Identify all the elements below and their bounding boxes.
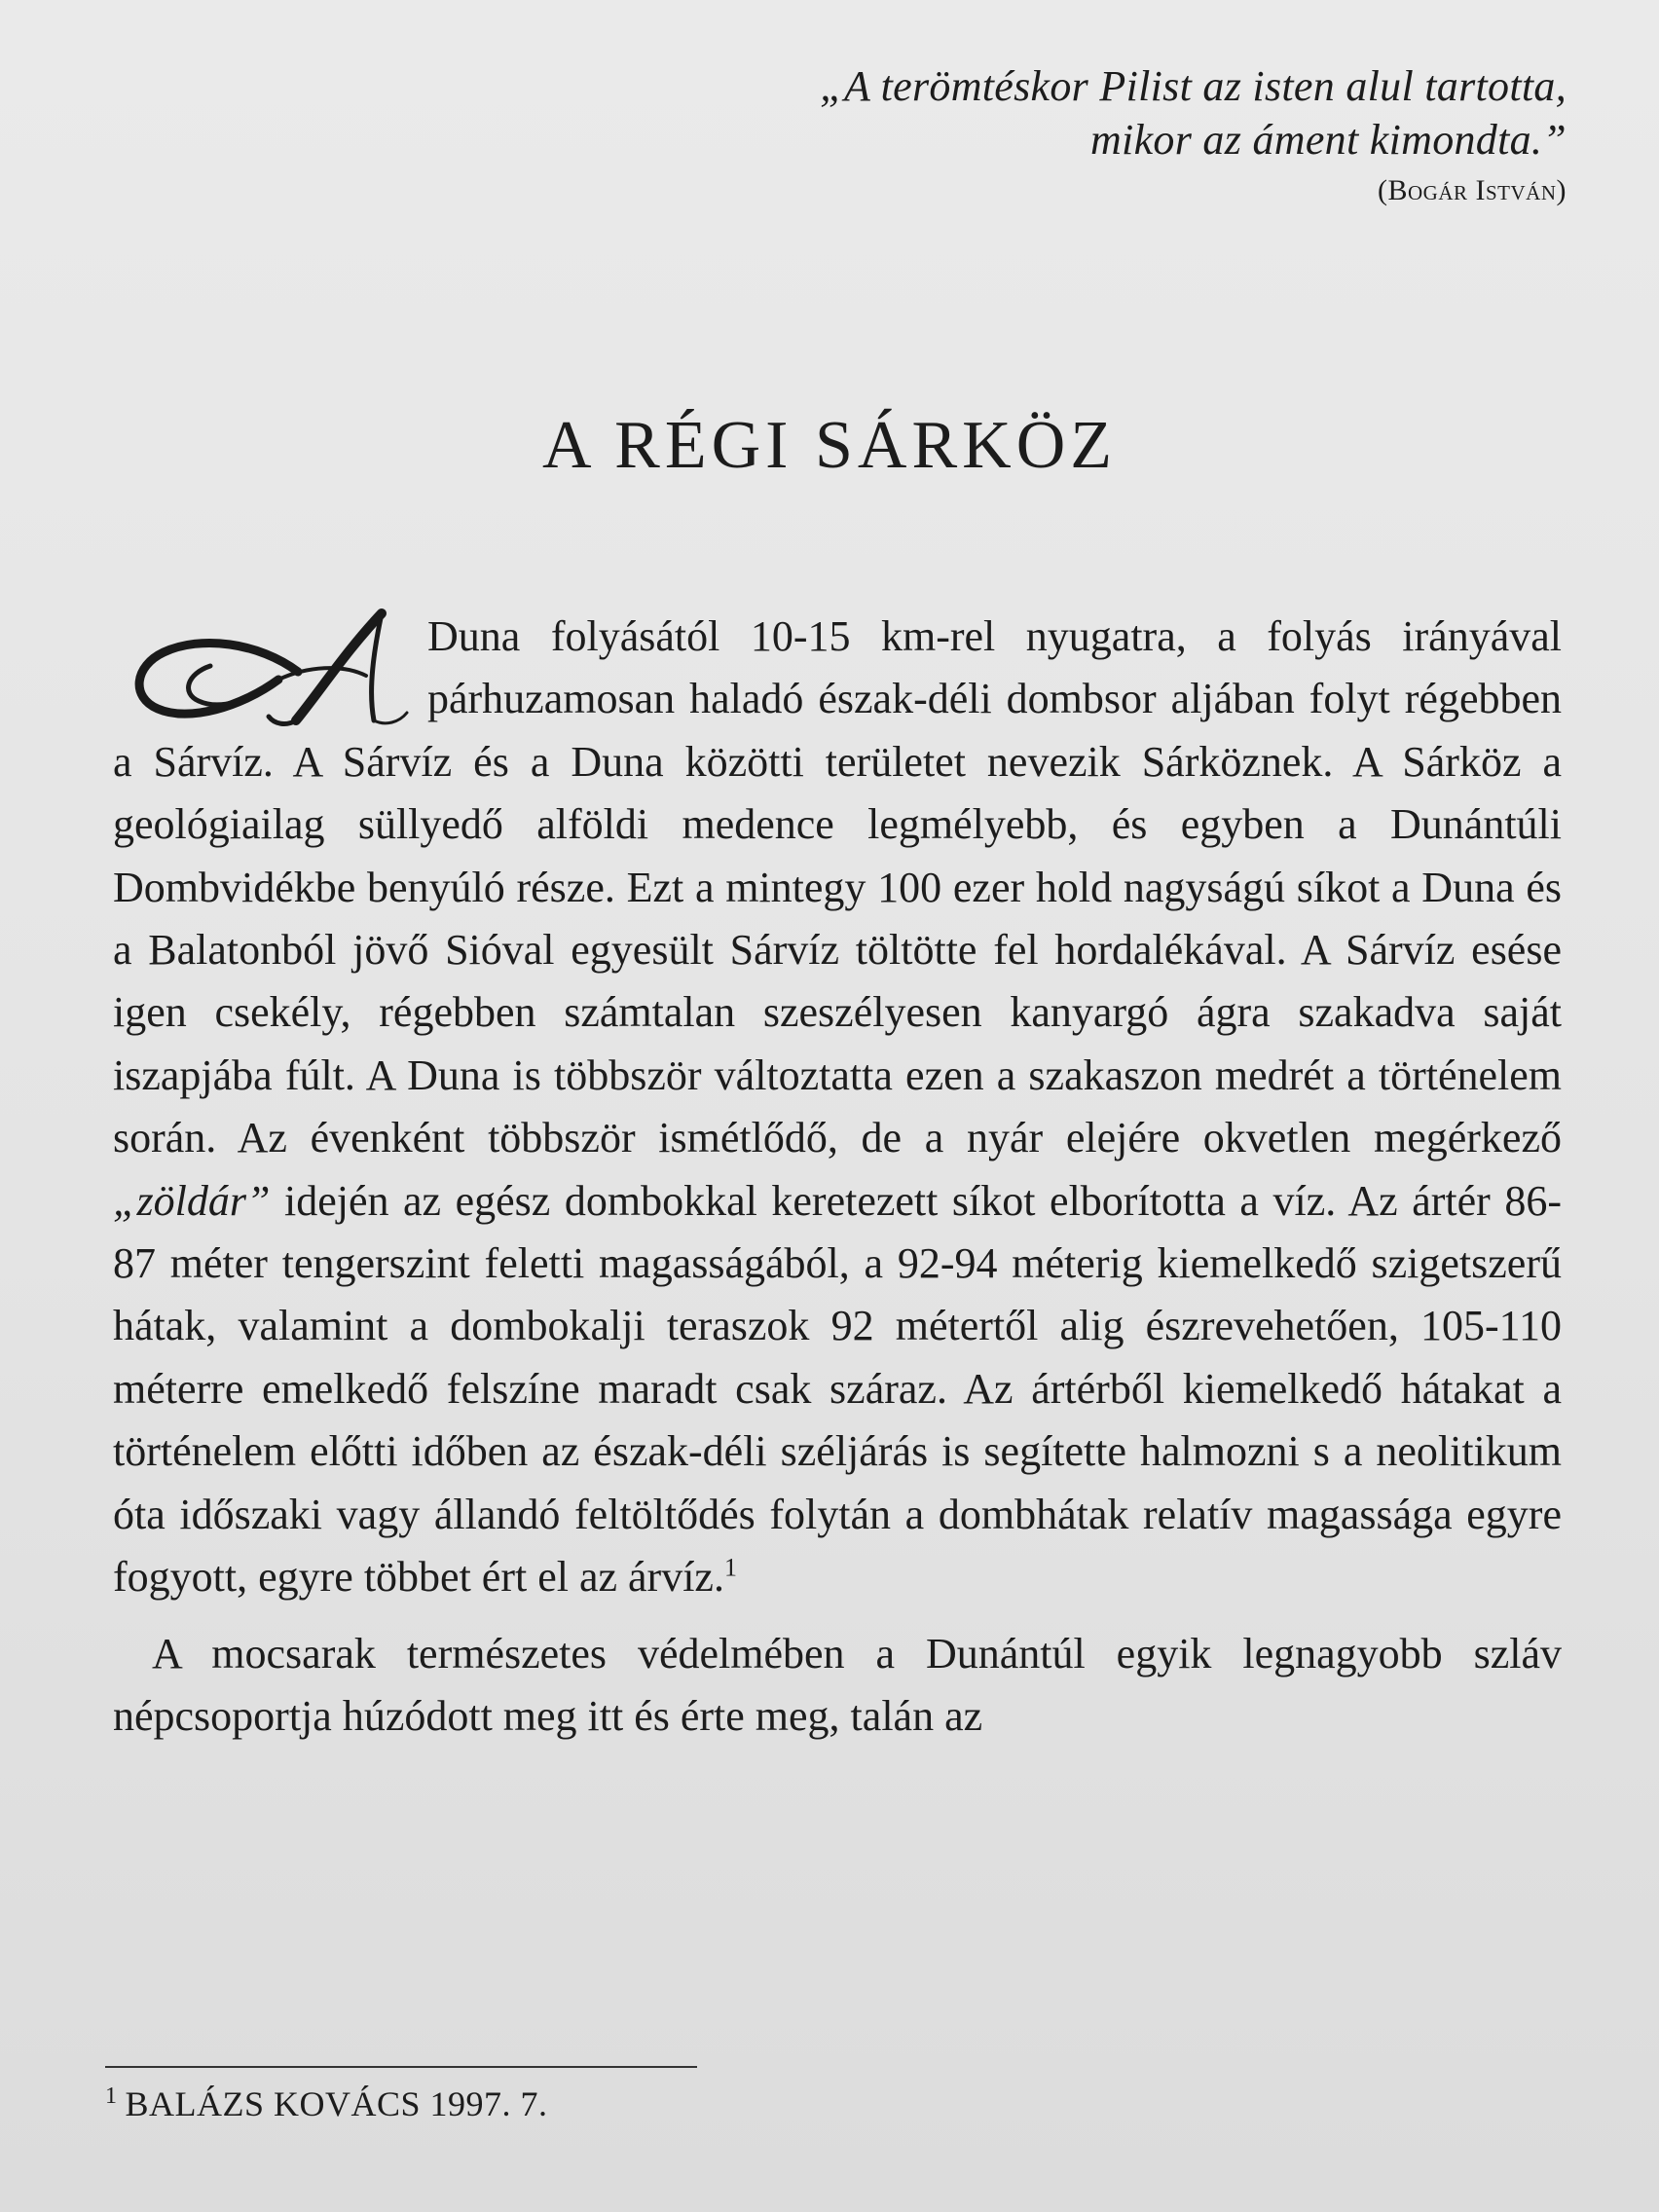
footnote-1-mark: 1 [105,2083,118,2109]
paragraph-1-italic-term: „zöldár” [113,1176,271,1225]
epigraph-line-1: „A terömtéskor Pilist az isten alul tartotta, [820,62,1567,110]
chapter-title: A RÉGI SÁRKÖZ [541,408,1118,483]
footnote-1-text: BALÁZS KOVÁCS 1997. 7. [125,2084,548,2123]
epigraph-author: (Bogár István) [1378,174,1567,207]
body-text [113,606,1562,1748]
epigraph [398,60,1567,207]
footnote-reference-1[interactable]: 1 [723,1553,737,1582]
ornamental-initial-a-icon [113,608,420,729]
drop-cap-ornament [113,608,420,729]
paragraph-2: A mocsarak természetes védelmében a Dunántúl egyik legnagyobb szláv népcsoportja húzódott meg itt és érte meg, talán az [113,1629,1562,1740]
footnote-1 [105,2083,548,2124]
footnote-divider [105,2066,697,2068]
epigraph-line-2: mikor az áment kimondta.” [1089,115,1567,164]
paragraph-1-text-continued: idején az egész dombokkal keretezett síkot elborította a víz. Az ártér 86-87 méter tengerszint feletti magasságából, a 92-94 méterig kiemelkedő szigetszerű hátak, valamint a dombokalji teraszok 92 métertől alig észrevehetően, 105-110 méterre emelkedő felszíne maradt csak száraz. Az ártérből kiemelkedő hátakat a történelem előtti időben az észak-déli széljárás is segítette halmozni s a neolitikum óta időszaki vagy állandó feltöltődés folytán a dombhátak relatív magassága egyre fogyott, egyre többet ért el az árvíz. [113,1176,1562,1602]
paragraph-1 [113,606,1562,1609]
paragraph-1-text: Duna folyásától 10-15 km-rel nyugatra, a folyás irányával párhuzamosan haladó észak-déli dombsor aljában folyt régebben a Sárvíz. A Sárvíz és a Duna közötti területet nevezik Sárköznek. A Sárköz a geológiailag süllyedő alföldi medence legmélyebb, és egyben a Dunántúli Dombvidékbe benyúló része. Ezt a mintegy 100 ezer hold nagyságú síkot a Duna és a Balatonból jövő Sióval egyesült Sárvíz töltötte fel hordalékával. A Sárvíz esése igen csekély, régebben számtalan szeszélyesen kanyargó ágra szakadva saját iszapjába fúlt. A Duna is többször változtatta ezen a szakaszon medrét a történelem során. Az évenként többször ismétlődő, de a nyár elejére okvetlen megérkező [113,612,1562,1162]
